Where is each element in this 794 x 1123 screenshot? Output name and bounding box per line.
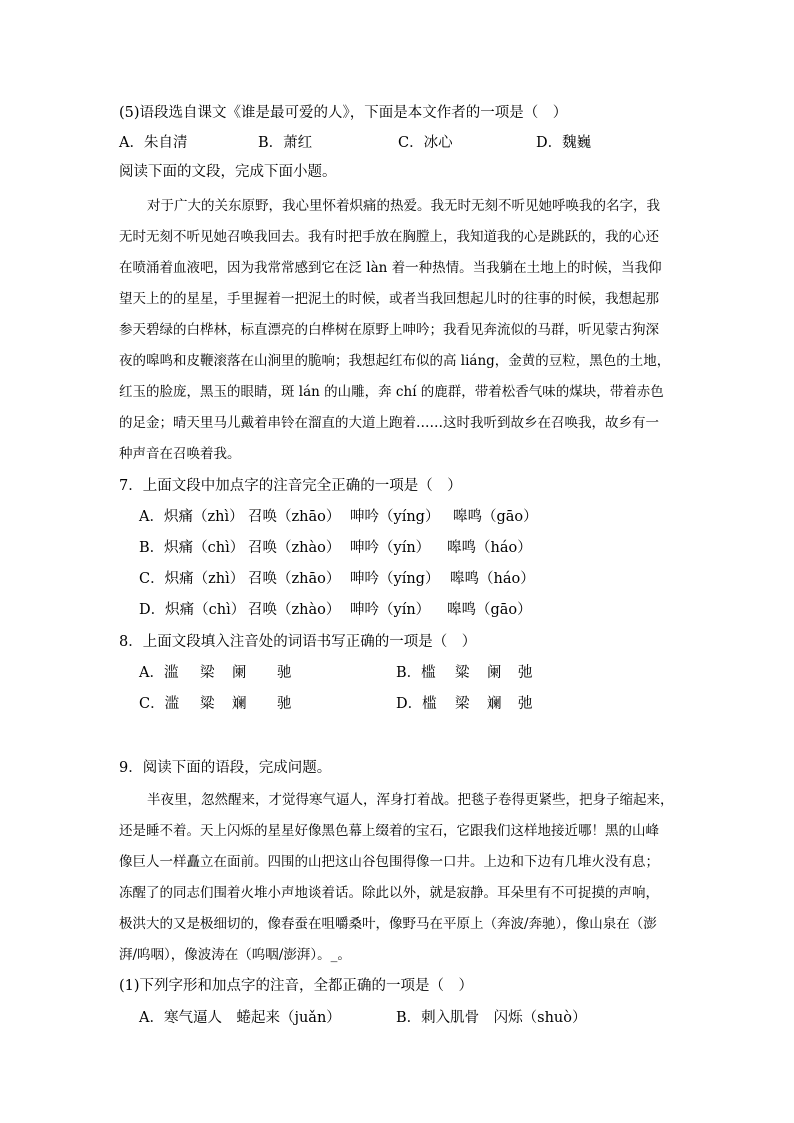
- passage-line: 望天上的的星星，手里握着一把泥土的时候，或者当我回想起儿时的往事的时候，我想起那: [119, 291, 659, 307]
- q8-option-b-part: 阑: [487, 665, 502, 681]
- q5-option-c: C．冰心: [398, 135, 453, 151]
- q8-option-a: A．滥: [139, 665, 179, 681]
- q8-option-c-part: 粱: [200, 696, 215, 712]
- q7-option-b-part: 嗥鸣（háo）: [447, 540, 532, 556]
- question-9-text: 9．阅读下面的语段，完成问题。: [119, 760, 332, 776]
- q5-option-d: D．魏巍: [536, 135, 592, 151]
- q7-option-b-part: 呻吟（yín）: [350, 540, 431, 556]
- question-8-text: 8．上面文段填入注音处的词语书写正确的一项是（ ）: [119, 634, 477, 650]
- q8-option-d-part: 斓: [487, 696, 502, 712]
- q8-option-b: B．槛: [396, 665, 436, 681]
- q9-sub1-option-b: B．刺入肌骨 闪烁（shuò）: [396, 1010, 587, 1026]
- q5-option-b: B．萧红: [258, 135, 313, 151]
- passage-line: 无时无刻不听见她召唤我回去。我有时把手放在胸膛上，我知道我的心是跳跃的，我的心还: [119, 229, 659, 245]
- passage2-line: 极洪大的又是极细切的，像春蚕在咀嚼桑叶，像野马在平原上（奔波/奔驰），像山泉在（澎: [119, 916, 657, 932]
- q7-option-a-part: 召唤（zhāo）: [248, 509, 341, 525]
- passage-line: 的足金；晴天里马儿戴着串铃在溜直的大道上跑着……这时我听到故乡在召唤我，故乡有一: [119, 415, 659, 431]
- q7-option-d-part: 嗥鸣（gāo）: [447, 602, 532, 618]
- q7-option-c-part: 召唤（zhāo）: [248, 571, 341, 587]
- q8-option-c-part: 驰: [277, 696, 292, 712]
- q8-option-a-part: 驰: [277, 665, 292, 681]
- q8-option-a-part: 梁: [200, 665, 215, 681]
- passage-line: 参天碧绿的白桦林，标直漂亮的白桦树在原野上呻吟；我看见奔流似的马群，听见蒙古狗深: [119, 322, 659, 338]
- q8-option-a-part: 阑: [232, 665, 247, 681]
- question-9-sub1-text: (1)下列字形和加点字的注音，全都正确的一项是（ ）: [119, 978, 474, 994]
- q8-option-c-part: 斓: [232, 696, 247, 712]
- q7-option-a-part: 呻吟（yíng）: [350, 509, 440, 525]
- q8-option-b-part: 弛: [518, 665, 533, 681]
- q9-sub1-option-a: A．寒气逼人 蜷起来（juǎn）: [139, 1010, 341, 1026]
- q8-option-d-part: 弛: [518, 696, 533, 712]
- q7-option-c: C．炽痛（zhì）: [139, 571, 245, 587]
- q8-option-c: C．滥: [139, 696, 180, 712]
- q7-option-b-part: 召唤（zhào）: [248, 540, 341, 556]
- q8-option-d: D．槛: [396, 696, 437, 712]
- q7-option-d-part: 呻吟（yín）: [350, 602, 431, 618]
- q7-option-d: D．炽痛（chì）: [139, 602, 246, 618]
- question-7-text: 7．上面文段中加点字的注音完全正确的一项是（ ）: [119, 478, 462, 494]
- passage-line: 对于广大的关东原野，我心里怀着炽痛的热爱。我无时无刻不听见她呼唤我的名字，我: [147, 198, 660, 214]
- q5-option-a: A．朱自清: [119, 135, 188, 151]
- q7-option-a: A．炽痛（zhì）: [139, 509, 244, 525]
- q7-option-a-part: 嗥鸣（gāo）: [453, 509, 538, 525]
- q7-option-c-part: 呻吟（yíng）: [350, 571, 440, 587]
- q7-option-d-part: 召唤（zhào）: [248, 602, 341, 618]
- passage-line: 红玉的脸庞，黑玉的眼睛，斑 lán 的山雕，奔 chí 的鹿群，带着松香气味的煤块，带着赤色: [119, 384, 664, 400]
- passage2-line: 冻醒了的同志们围着火堆小声地谈着话。除此以外，就是寂静。耳朵里有不可捉摸的声响，: [119, 885, 659, 901]
- passage2-line: 半夜里，忽然醒来，才觉得寒气逼人，浑身打着战。把毯子卷得更紧些，把身子缩起来，: [147, 792, 674, 808]
- q7-option-c-part: 嗥鸣（háo）: [450, 571, 535, 587]
- question-5-text: (5)语段选自课文《谁是最可爱的人》，下面是本文作者的一项是（ ）: [119, 105, 568, 121]
- q8-option-d-part: 梁: [455, 696, 470, 712]
- passage2-line: 像巨人一样矗立在面前。四围的山把这山谷包围得像一口井。上边和下边有几堆火没有息；: [119, 854, 659, 870]
- passage-line: 种声音在召唤着我。: [119, 446, 241, 462]
- passage-line: 夜的嗥鸣和皮鞭滚落在山涧里的脆响；我想起红布似的高 liáng，金黄的豆粒，黑色的土地，: [119, 353, 671, 369]
- passage2-line: 湃/呜咽），像波涛在（呜咽/澎湃）。_。: [119, 947, 351, 963]
- q7-option-b: B．炽痛（chì）: [139, 540, 245, 556]
- passage-line: 在喷涌着血液吧，因为我常常感到它在泛 làn 着一种热情。当我躺在土地上的时候，当我仰: [119, 260, 662, 276]
- passage2-line: 还是睡不着。天上闪烁的星星好像黑色幕上缀着的宝石，它跟我们这样地接近哪！黑的山峰: [119, 823, 659, 839]
- reading-instruction: 阅读下面的文段，完成下面小题。: [119, 164, 337, 180]
- q8-option-b-part: 粱: [455, 665, 470, 681]
